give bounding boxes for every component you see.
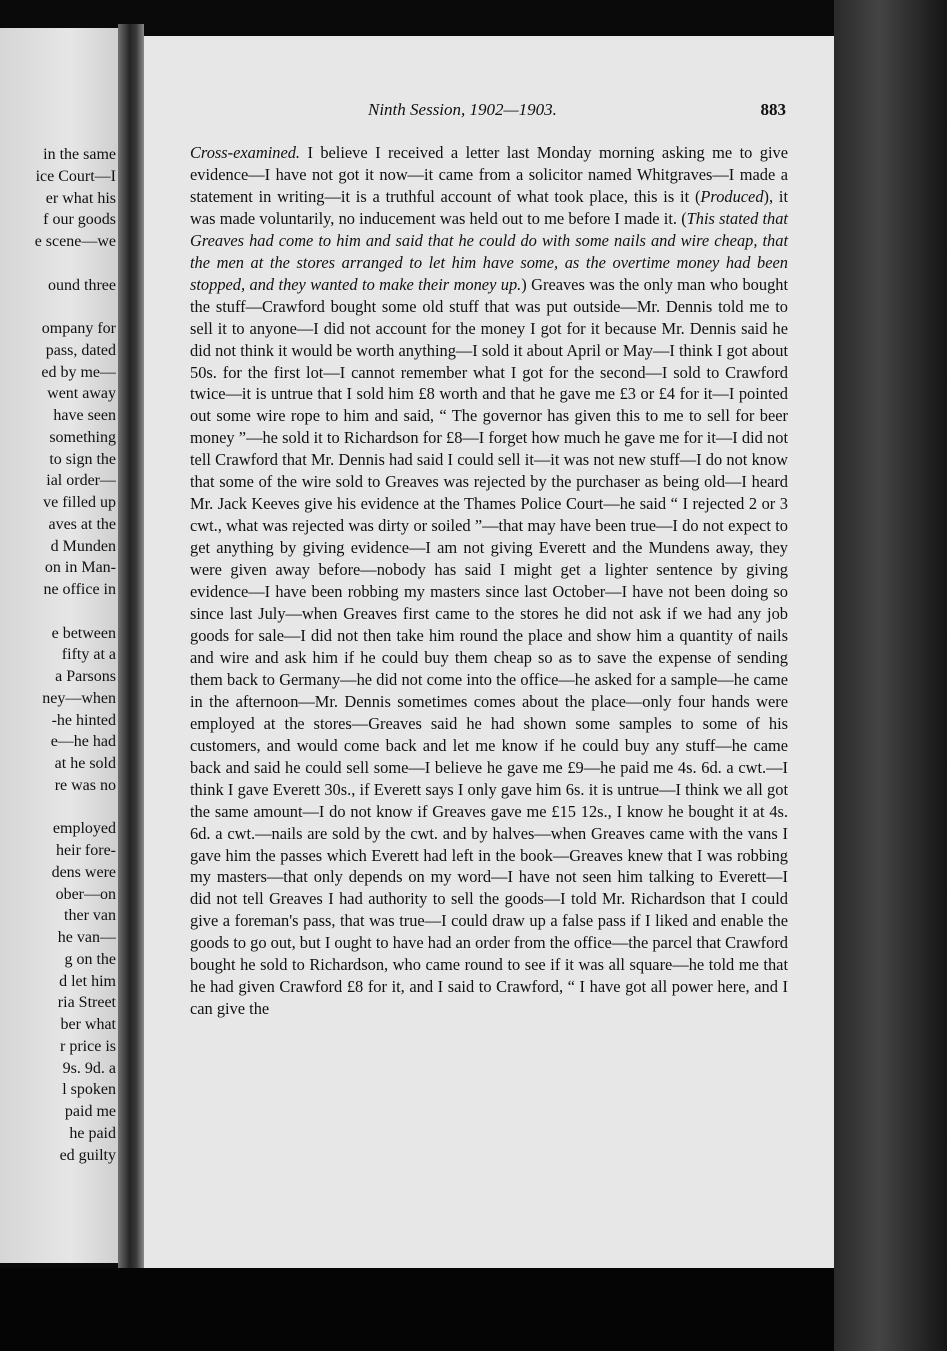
left-page-line: 9s. 9d. a	[62, 1059, 116, 1077]
left-page-line: ound three	[48, 276, 116, 294]
left-page-line: he paid	[69, 1124, 116, 1142]
left-page-line: d let him	[59, 972, 116, 990]
scan-bottom-border	[0, 1268, 834, 1351]
left-page-line: e scene—we	[34, 233, 116, 250]
testimony-text-2: ), it was made voluntarily, no inducement was held out to me before I made it. (	[190, 186, 788, 228]
left-page-line: e between	[51, 624, 116, 642]
page-number: 883	[760, 100, 786, 119]
left-page-line: ed guilty	[59, 1146, 116, 1164]
book-gutter	[118, 24, 144, 1279]
left-page-line: e—he had	[50, 733, 116, 751]
running-title: Ninth Session, 1902—1903.	[368, 100, 557, 119]
testimony-text-1: I believe I received a letter last Monday morning asking me to give evidence—I have not got it now—it came from a solicitor named Whitgraves—I made a statement in writing—it is a truthful account of what took place, this is it (	[190, 143, 788, 206]
left-page-line: have seen	[53, 407, 116, 424]
left-page-line: a Parsons	[55, 668, 116, 685]
left-page-line: r price is	[60, 1037, 116, 1055]
left-page-line: in the same	[43, 146, 116, 163]
cross-examined-label: Cross-examined.	[190, 143, 301, 162]
left-page-line: ice Court—I	[35, 167, 116, 185]
left-page-line: ompany for	[41, 320, 116, 337]
testimony-text-3: ) Greaves was the only man who bought the stuff—Crawford bought some old stuff that was put outside—Mr. Dennis told me to sell it to anyone—I did not account for the money I got for it because Mr. Dennis said he did not think it would be worth anything—I sold it about April or May—I think I got about 50s. for the first lot—I cannot remember what I got for the second—I sold to Crawford twice—it is untrue that I sold him £8 worth and that he gave me £3 or £4 for it—I pointed out some wire rope to him and said, “ The governor has given this to me to sell for beer money ”—he sold it to Richardson for £8—I forget how much he gave me for it—I did not tell Crawford that Mr. Dennis had said I could sell it—it was not new stuff—I do not know that some of the wire sold to Greaves was rejected by the purchaser as being old—I heard Mr. Jack Keeves give his evidence at the Thames Police Court—he said “ I rejected 2 or 3 cwt., what was rejected was dirty or soiled ”—that may have been true—I do not expect to get anything by giving evidence—I am not giving Everett and the Mundens away, they were given away before—nobody has said I might get a lighter sentence by giving evidence—I have been robbing my masters since last October—I have not been doing so since last July—when Greaves first came to the stores he did not ask if we had any job goods for sale—I did not then take him round the place and show him a quantity of nails and wire and ask him if he could buy them cheap so as to save the expense of sending them back to Germany—he did not come into the office—he asked for a sample—he came in the afternoon—Mr. Dennis sometimes comes about the place—only four hands were employed at the stores—Greaves said he had shown some samples to some of his customers, and would come back and let me know if he could buy any stuff—he came back and said he could sell some—I believe he gave me £9—he paid me 4s. 6d. a cwt.—I think I gave Everett 30s., if Everett says I only gave him 6s. it is untrue—I think we all got the same amount—I do not know if Greaves gave me £15 12s., I know he bought it at 4s. 6d. a cwt.—nails are sold by the cwt. and by halves—when Greaves came with the vans I gave him the passes which Everett had left in the book—Greaves knew that I was robbing my masters—that only depends on my word—I have not seen him talking to Everett—I did not tell Greaves I had authority to sell the goods—I told Mr. Richardson that I could give a foreman's pass, that was true—I could draw up a false pass if I liked and enable the goods to go out, but I ought to have had an order from the office—the parcel that Crawford bought he sold to Richardson, who came round to see if it was all square—he told me that he had given Crawford £8 for it, and I said to Crawford, “ I have got all power here, and I can give the	[190, 274, 789, 1019]
left-page-line: pass, dated	[45, 341, 116, 359]
left-page-line: employed	[52, 820, 116, 838]
left-page-line: fifty at a	[61, 646, 116, 664]
left-page-line: he van—	[57, 929, 116, 946]
left-page-line: ial order—	[46, 472, 116, 490]
left-page-line: went away	[47, 385, 116, 403]
left-page-line: ober—on	[55, 885, 116, 903]
page-edge-shadow	[834, 0, 947, 1351]
testimony-body	[190, 142, 788, 1020]
left-page-line: ed by me—	[41, 363, 116, 381]
left-page-line: d Munden	[50, 537, 116, 555]
left-page-line: f our goods	[43, 211, 116, 229]
left-page-line: ria Street	[57, 994, 116, 1012]
left-page-line: ney—when	[42, 689, 116, 707]
left-page-line: er what his	[45, 189, 116, 207]
left-page-line: at he sold	[54, 755, 116, 772]
left-page-line: something	[49, 428, 116, 446]
left-page-line: g on the	[64, 950, 116, 968]
running-header	[192, 100, 786, 124]
italic-statement-note: This stated that Greaves had come to him and said that he could do with some nails and wire cheap, that the men at the stores arranged to let him have some, as the overtime money had been stopped, and they wanted to make their money up.	[190, 208, 788, 294]
left-page-line: aves at the	[48, 515, 116, 533]
left-page-line: ther van	[64, 907, 116, 925]
left-page-blank-line	[0, 253, 116, 275]
left-page-line: heir fore-	[56, 842, 116, 859]
left-page-line: dens were	[51, 863, 116, 881]
left-page-line: on in Man-	[44, 559, 116, 577]
left-page-line: paid me	[64, 1103, 116, 1120]
left-page-line: re was no	[54, 776, 116, 794]
left-page-line: l spoken	[62, 1081, 116, 1099]
left-page-blank-line	[0, 296, 116, 318]
testimony-paragraph	[190, 142, 788, 1020]
left-page-blank-line	[0, 797, 116, 819]
left-page-line: ve filled up	[43, 494, 116, 511]
left-page-line: -he hinted	[51, 711, 116, 729]
left-page-blank-line	[0, 601, 116, 623]
left-page-line: to sign the	[49, 450, 116, 468]
left-page-line: ber what	[60, 1016, 116, 1033]
produced-note: Produced	[700, 186, 764, 206]
left-page-text-fragments	[0, 144, 116, 1166]
left-page-line: ne office in	[43, 581, 116, 598]
